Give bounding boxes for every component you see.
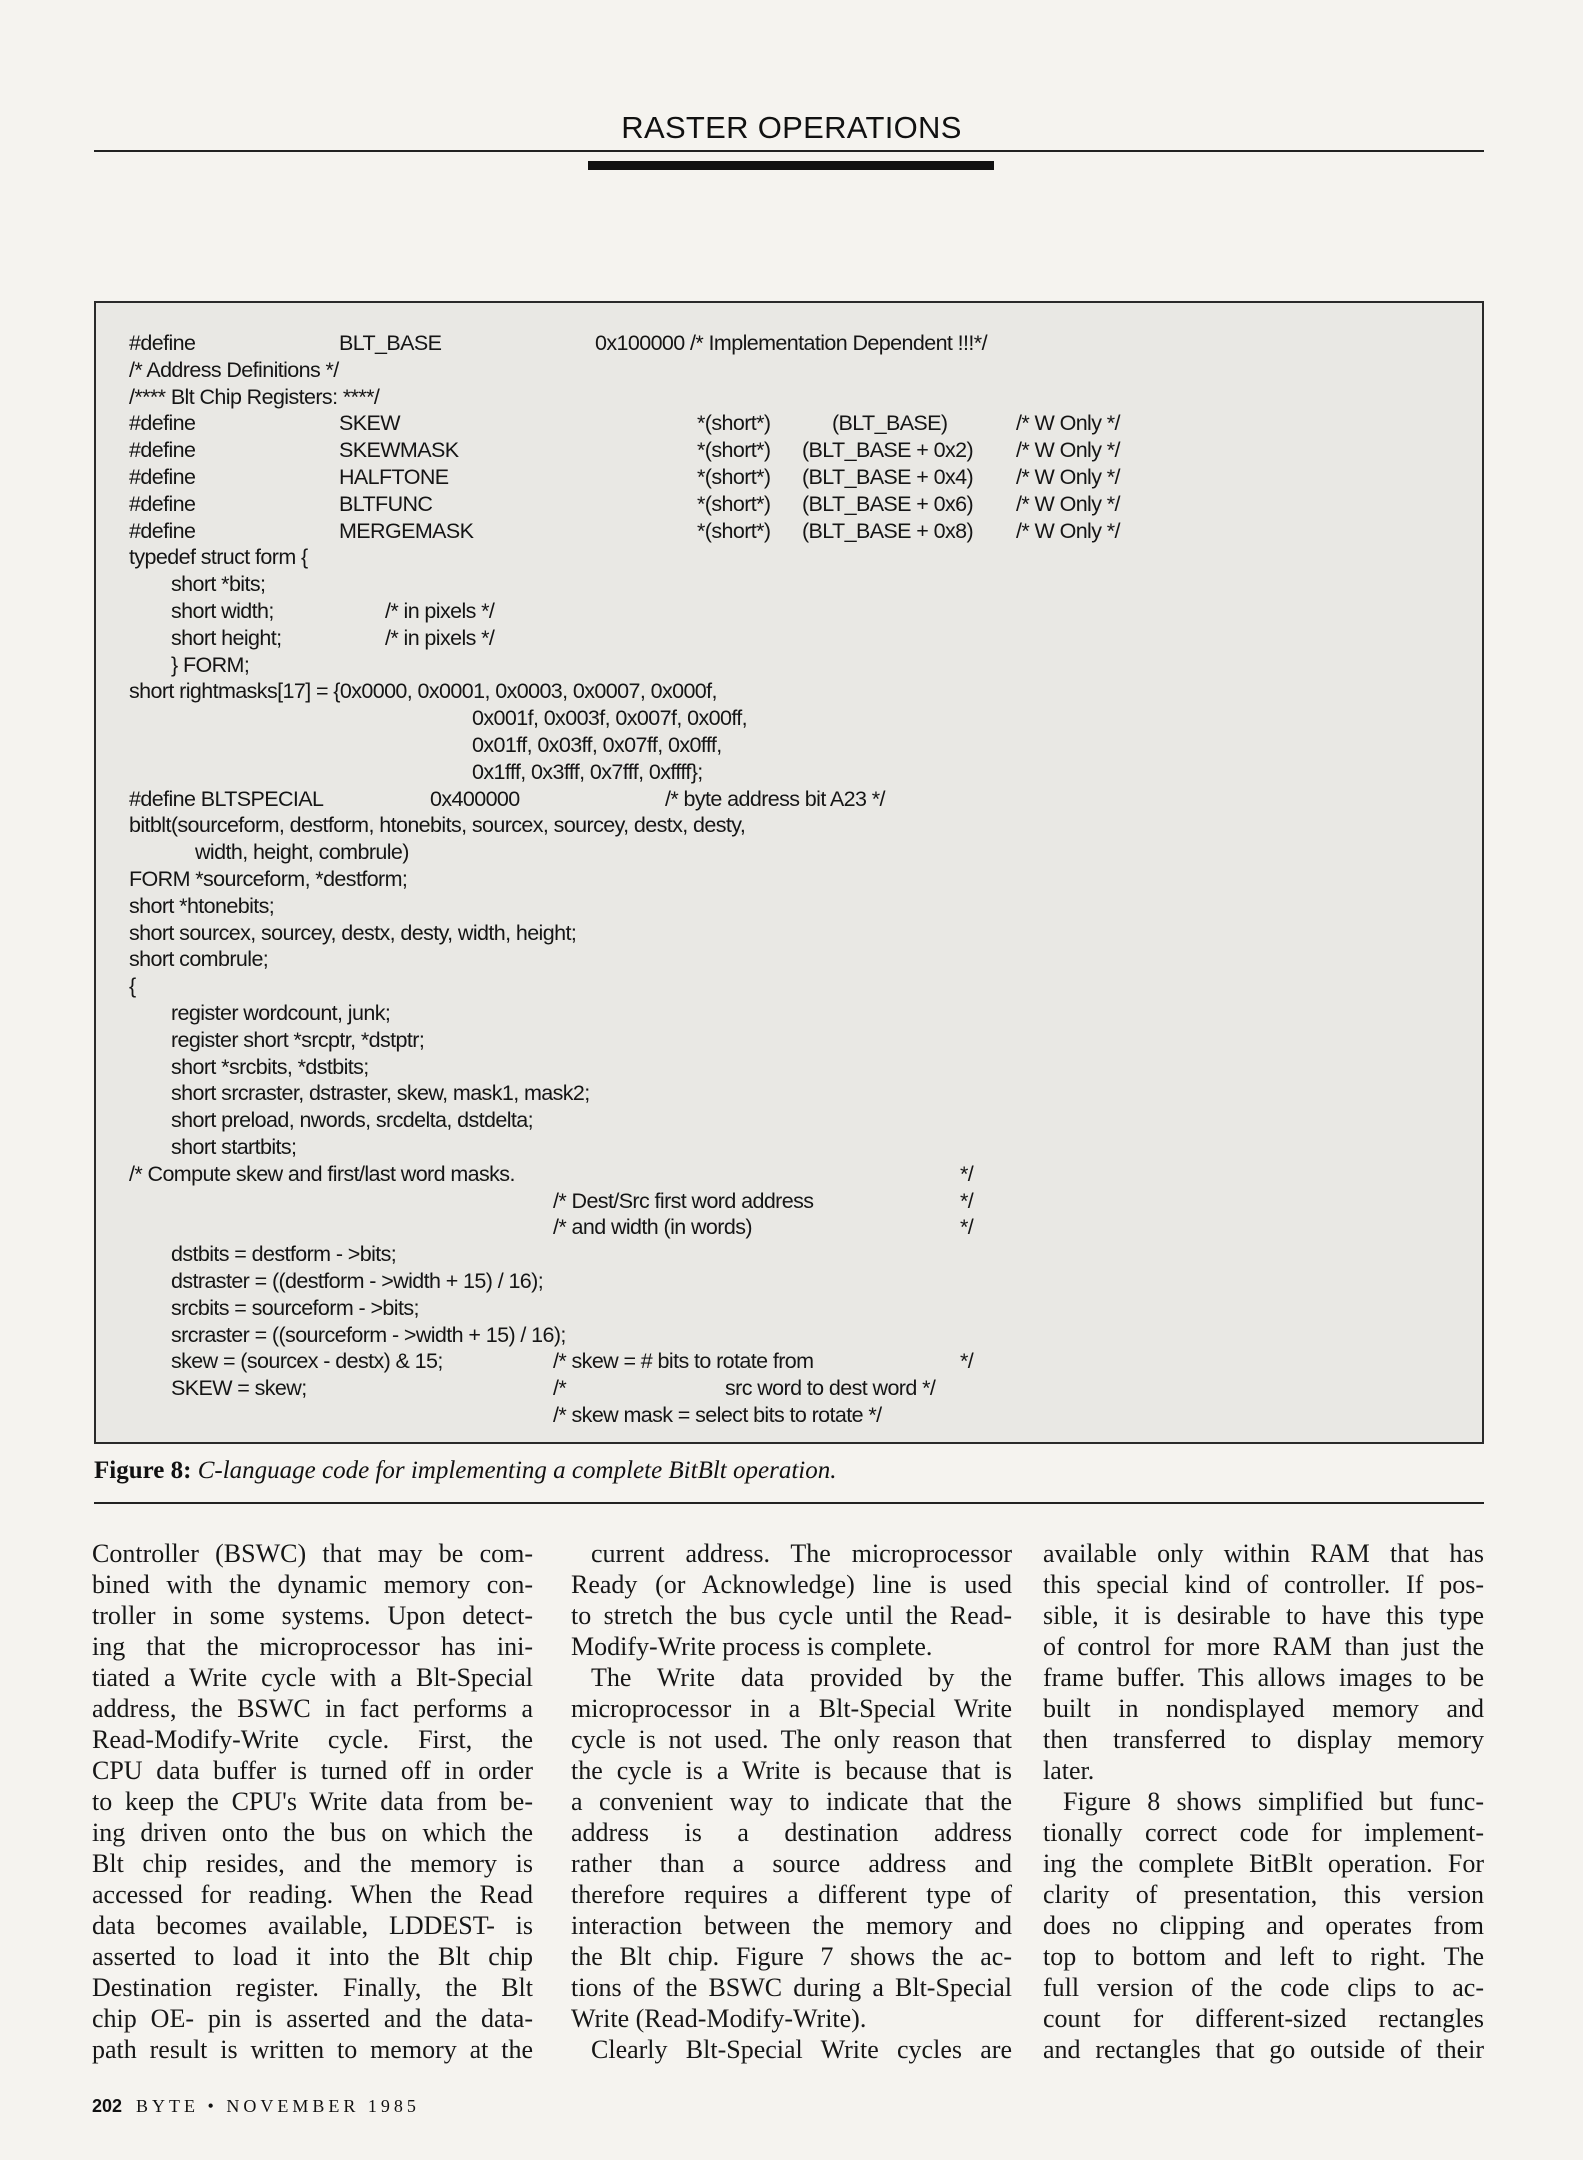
code-line-segment: short sourcex, sourcey, destx, desty, width, height; xyxy=(129,920,577,945)
code-line-segment: /* skew mask = select bits to rotate */ xyxy=(553,1403,882,1427)
header-bar xyxy=(588,161,994,170)
code-line-segment: SKEWMASK xyxy=(339,438,459,463)
body-text-line: interaction between the memory and xyxy=(571,1911,1012,1940)
code-line-segment: (BLT_BASE) xyxy=(832,411,948,436)
body-text-line: microprocessor in a Blt-Special Write xyxy=(571,1694,1012,1723)
code-line-segment: /* in pixels */ xyxy=(385,625,495,650)
body-text-line: ing driven onto the bus on which the xyxy=(92,1818,533,1847)
code-line-segment: short srcraster, dstraster, skew, mask1, mask2; xyxy=(171,1081,590,1106)
body-text-line: address is a destination address xyxy=(571,1818,1012,1847)
code-line-segment: } FORM; xyxy=(171,652,250,677)
code-line-segment: /* W Only */ xyxy=(1016,491,1120,516)
code-line-segment: #define xyxy=(129,465,196,489)
code-line-segment: *(short*) xyxy=(697,438,771,463)
page-footer xyxy=(92,2096,420,2117)
body-text-line: sible, it is desirable to have this type xyxy=(1043,1601,1484,1630)
code-line-segment: short preload, nwords, srcdelta, dstdelta; xyxy=(171,1108,533,1133)
code-line-segment: srcbits = sourceform - >bits; xyxy=(171,1295,419,1320)
running-header: RASTER OPERATIONS xyxy=(621,110,962,145)
code-line-segment: register wordcount, junk; xyxy=(171,1001,391,1025)
body-text-line: Blt chip resides, and the memory is xyxy=(92,1849,533,1878)
code-line-segment: short *htonebits; xyxy=(129,893,275,918)
body-text-line: a convenient way to indicate that the xyxy=(571,1787,1012,1816)
code-line-segment: /* byte address bit A23 */ xyxy=(665,786,885,811)
code-line-segment: short height; xyxy=(171,625,282,650)
code-line-segment: /* Address Definitions */ xyxy=(129,357,339,382)
body-text-line: the cycle is a Write is because that is xyxy=(571,1756,1012,1785)
code-line-segment: (BLT_BASE + 0x4) xyxy=(802,465,974,489)
body-text-line: therefore requires a different type of xyxy=(571,1880,1012,1909)
code-line-segment: *(short*) xyxy=(697,465,771,489)
header-rule xyxy=(94,150,1484,152)
body-text-line: Destination register. Finally, the Blt xyxy=(92,1973,533,2002)
code-line-segment: /* and width (in words) xyxy=(553,1215,752,1240)
body-text-line: to keep the CPU's Write data from be- xyxy=(92,1787,533,1816)
code-line-segment: BLT_BASE xyxy=(339,331,442,355)
code-line-segment: /* Dest/Src first word address xyxy=(553,1188,814,1213)
body-text-line: tionally correct code for implement- xyxy=(1043,1818,1484,1847)
code-line-segment: src word to dest word */ xyxy=(725,1376,936,1401)
body-text-line: CPU data buffer is turned off in order xyxy=(92,1756,533,1785)
body-text-line: to stretch the bus cycle until the Read- xyxy=(571,1601,1012,1630)
body-column-3 xyxy=(1043,1538,1484,2065)
code-line-segment: short combrule; xyxy=(129,947,269,972)
code-line-segment: short rightmasks[17] = {0x0000, 0x0001, 0x0003, 0x0007, 0x000f, xyxy=(129,679,717,704)
code-line-segment: */ xyxy=(960,1161,974,1186)
body-text-line: clarity of presentation, this version xyxy=(1043,1880,1484,1909)
body-text-line: bined with the dynamic memory con- xyxy=(92,1570,533,1599)
body-text-line: address, the BSWC in fact performs a xyxy=(92,1694,533,1723)
code-line-segment: /* W Only */ xyxy=(1016,465,1120,489)
body-text-line: ing the complete BitBlt operation. For xyxy=(1043,1849,1484,1878)
code-line-segment: #define xyxy=(129,491,196,516)
code-line-segment: register short *srcptr, *dstptr; xyxy=(171,1027,425,1052)
code-line-segment: 0x1fff, 0x3fff, 0x7fff, 0xffff}; xyxy=(472,759,703,784)
code-line-segment: /* in pixels */ xyxy=(385,599,495,623)
code-line-segment: 0x100000 /* Implementation Dependent !!!*/ xyxy=(595,331,987,355)
body-text-line: Read-Modify-Write cycle. First, the xyxy=(92,1725,533,1754)
code-line-segment: /* W Only */ xyxy=(1016,411,1120,436)
body-text-line: troller in some systems. Upon detect- xyxy=(92,1601,533,1630)
body-text-line: tiated a Write cycle with a Blt-Special xyxy=(92,1663,533,1692)
body-text-line: later. xyxy=(1043,1756,1095,1785)
page-number: 202 xyxy=(92,2096,123,2116)
body-text-line: then transferred to display memory xyxy=(1043,1725,1484,1754)
code-line-segment: 0x001f, 0x003f, 0x007f, 0x00ff, xyxy=(472,706,748,731)
code-line-segment: short width; xyxy=(171,599,274,623)
code-line-segment: /* xyxy=(553,1376,567,1401)
body-text-line: cycle is not used. The only reason that xyxy=(571,1725,1012,1754)
code-line-segment: /**** Blt Chip Registers: ****/ xyxy=(129,384,380,409)
body-text-line: rather than a source address and xyxy=(571,1849,1012,1878)
body-text-line: Clearly Blt-Special Write cycles are xyxy=(591,2035,1012,2064)
code-line-segment: *(short*) xyxy=(697,411,771,436)
body-text-line: top to bottom and left to right. The xyxy=(1043,1942,1484,1971)
code-line-segment: #define xyxy=(129,331,196,355)
body-text-line: this special kind of controller. If pos- xyxy=(1043,1570,1484,1599)
code-line-segment: short startbits; xyxy=(171,1135,297,1159)
code-line-segment: HALFTONE xyxy=(339,465,449,489)
code-line-segment: *(short*) xyxy=(697,491,771,516)
body-text-line: current address. The microprocessor xyxy=(591,1539,1012,1568)
code-line-segment: srcraster = ((sourceform - >width + 15) / 16); xyxy=(171,1322,566,1347)
code-line-segment: SKEW = skew; xyxy=(171,1376,307,1401)
figure-caption xyxy=(94,1457,836,1485)
body-column-1 xyxy=(92,1538,533,2065)
body-text-line: Figure 8 shows simplified but func- xyxy=(1063,1787,1484,1816)
magazine-issue: BYTE • NOVEMBER 1985 xyxy=(136,2096,420,2116)
code-line-segment: #define xyxy=(129,518,196,543)
body-text-line: and rectangles that go outside of their xyxy=(1043,2035,1484,2064)
code-line-segment: BLTFUNC xyxy=(339,491,433,516)
caption-rule xyxy=(94,1502,1484,1504)
body-text-line: asserted to load it into the Blt chip xyxy=(92,1942,533,1971)
code-line-segment: dstbits = destform - >bits; xyxy=(171,1242,397,1267)
code-line-segment: short *bits; xyxy=(171,572,266,597)
code-line-segment: { xyxy=(129,974,136,999)
code-line-segment: dstraster = ((destform - >width + 15) / 16); xyxy=(171,1269,544,1293)
body-text-line: tions of the BSWC during a Blt-Special xyxy=(571,1973,1012,2002)
code-line-segment: #define BLTSPECIAL xyxy=(129,786,324,811)
body-text-line: The Write data provided by the xyxy=(591,1663,1012,1692)
body-text-line: Controller (BSWC) that may be com- xyxy=(92,1539,533,1568)
code-line-segment: (BLT_BASE + 0x8) xyxy=(802,518,974,543)
code-line-segment: /* Compute skew and first/last word masks. xyxy=(129,1161,515,1186)
body-text-line: Modify-Write process is complete. xyxy=(571,1632,933,1661)
body-text-line: Write (Read-Modify-Write). xyxy=(571,2004,867,2033)
code-line-segment: SKEW xyxy=(339,411,400,436)
code-line-segment: MERGEMASK xyxy=(339,518,474,543)
code-line-segment: (BLT_BASE + 0x6) xyxy=(802,491,974,516)
code-line-segment: width, height, combrule) xyxy=(195,840,409,865)
body-text-line: chip OE- pin is asserted and the data- xyxy=(92,2004,533,2033)
body-text-line: full version of the code clips to ac- xyxy=(1043,1973,1484,2002)
body-text-line: of control for more RAM than just the xyxy=(1043,1632,1484,1661)
body-text-line: Ready (or Acknowledge) line is used xyxy=(571,1570,1012,1599)
code-line-segment: skew = (sourcex - destx) & 15; xyxy=(171,1349,443,1374)
code-line-segment: 0x400000 xyxy=(430,786,520,811)
code-line-segment: */ xyxy=(960,1349,974,1374)
code-line-segment: (BLT_BASE + 0x2) xyxy=(802,438,974,463)
code-line-segment: short *srcbits, *dstbits; xyxy=(171,1054,369,1079)
code-line-segment: typedef struct form { xyxy=(129,545,308,570)
code-line-segment: */ xyxy=(960,1215,974,1240)
code-line-segment: #define xyxy=(129,411,196,436)
body-text-line: frame buffer. This allows images to be xyxy=(1043,1663,1484,1692)
code-line-segment: *(short*) xyxy=(697,518,771,543)
body-text-line: ing that the microprocessor has ini- xyxy=(92,1632,533,1661)
code-line-segment: /* skew = # bits to rotate from xyxy=(553,1349,814,1374)
body-text-line: count for different-sized rectangles xyxy=(1043,2004,1484,2033)
code-line-segment: #define xyxy=(129,438,196,463)
code-line-segment: FORM *sourceform, *destform; xyxy=(129,867,408,891)
body-text-line: data becomes available, LDDEST- is xyxy=(92,1911,533,1940)
figure-label: Figure 8: xyxy=(94,1457,192,1484)
code-line-segment: 0x01ff, 0x03ff, 0x07ff, 0x0fff, xyxy=(472,733,722,757)
body-column-2 xyxy=(571,1538,1012,2065)
body-text-line: available only within RAM that has xyxy=(1043,1539,1484,1568)
code-line-segment: bitblt(sourceform, destform, htonebits, sourcex, sourcey, destx, desty, xyxy=(129,813,746,838)
code-line-segment: /* W Only */ xyxy=(1016,438,1120,463)
body-text-line: the Blt chip. Figure 7 shows the ac- xyxy=(571,1942,1012,1971)
body-text-line: accessed for reading. When the Read xyxy=(92,1880,533,1909)
body-text-line: built in nondisplayed memory and xyxy=(1043,1694,1484,1723)
code-line-segment: */ xyxy=(960,1188,974,1213)
code-line-segment: /* W Only */ xyxy=(1016,518,1120,543)
body-text-line: does no clipping and operates from xyxy=(1043,1911,1484,1940)
figure-caption-text: C-language code for implementing a complete BitBlt operation. xyxy=(197,1457,837,1484)
body-text-line: path result is written to memory at the xyxy=(92,2035,533,2064)
